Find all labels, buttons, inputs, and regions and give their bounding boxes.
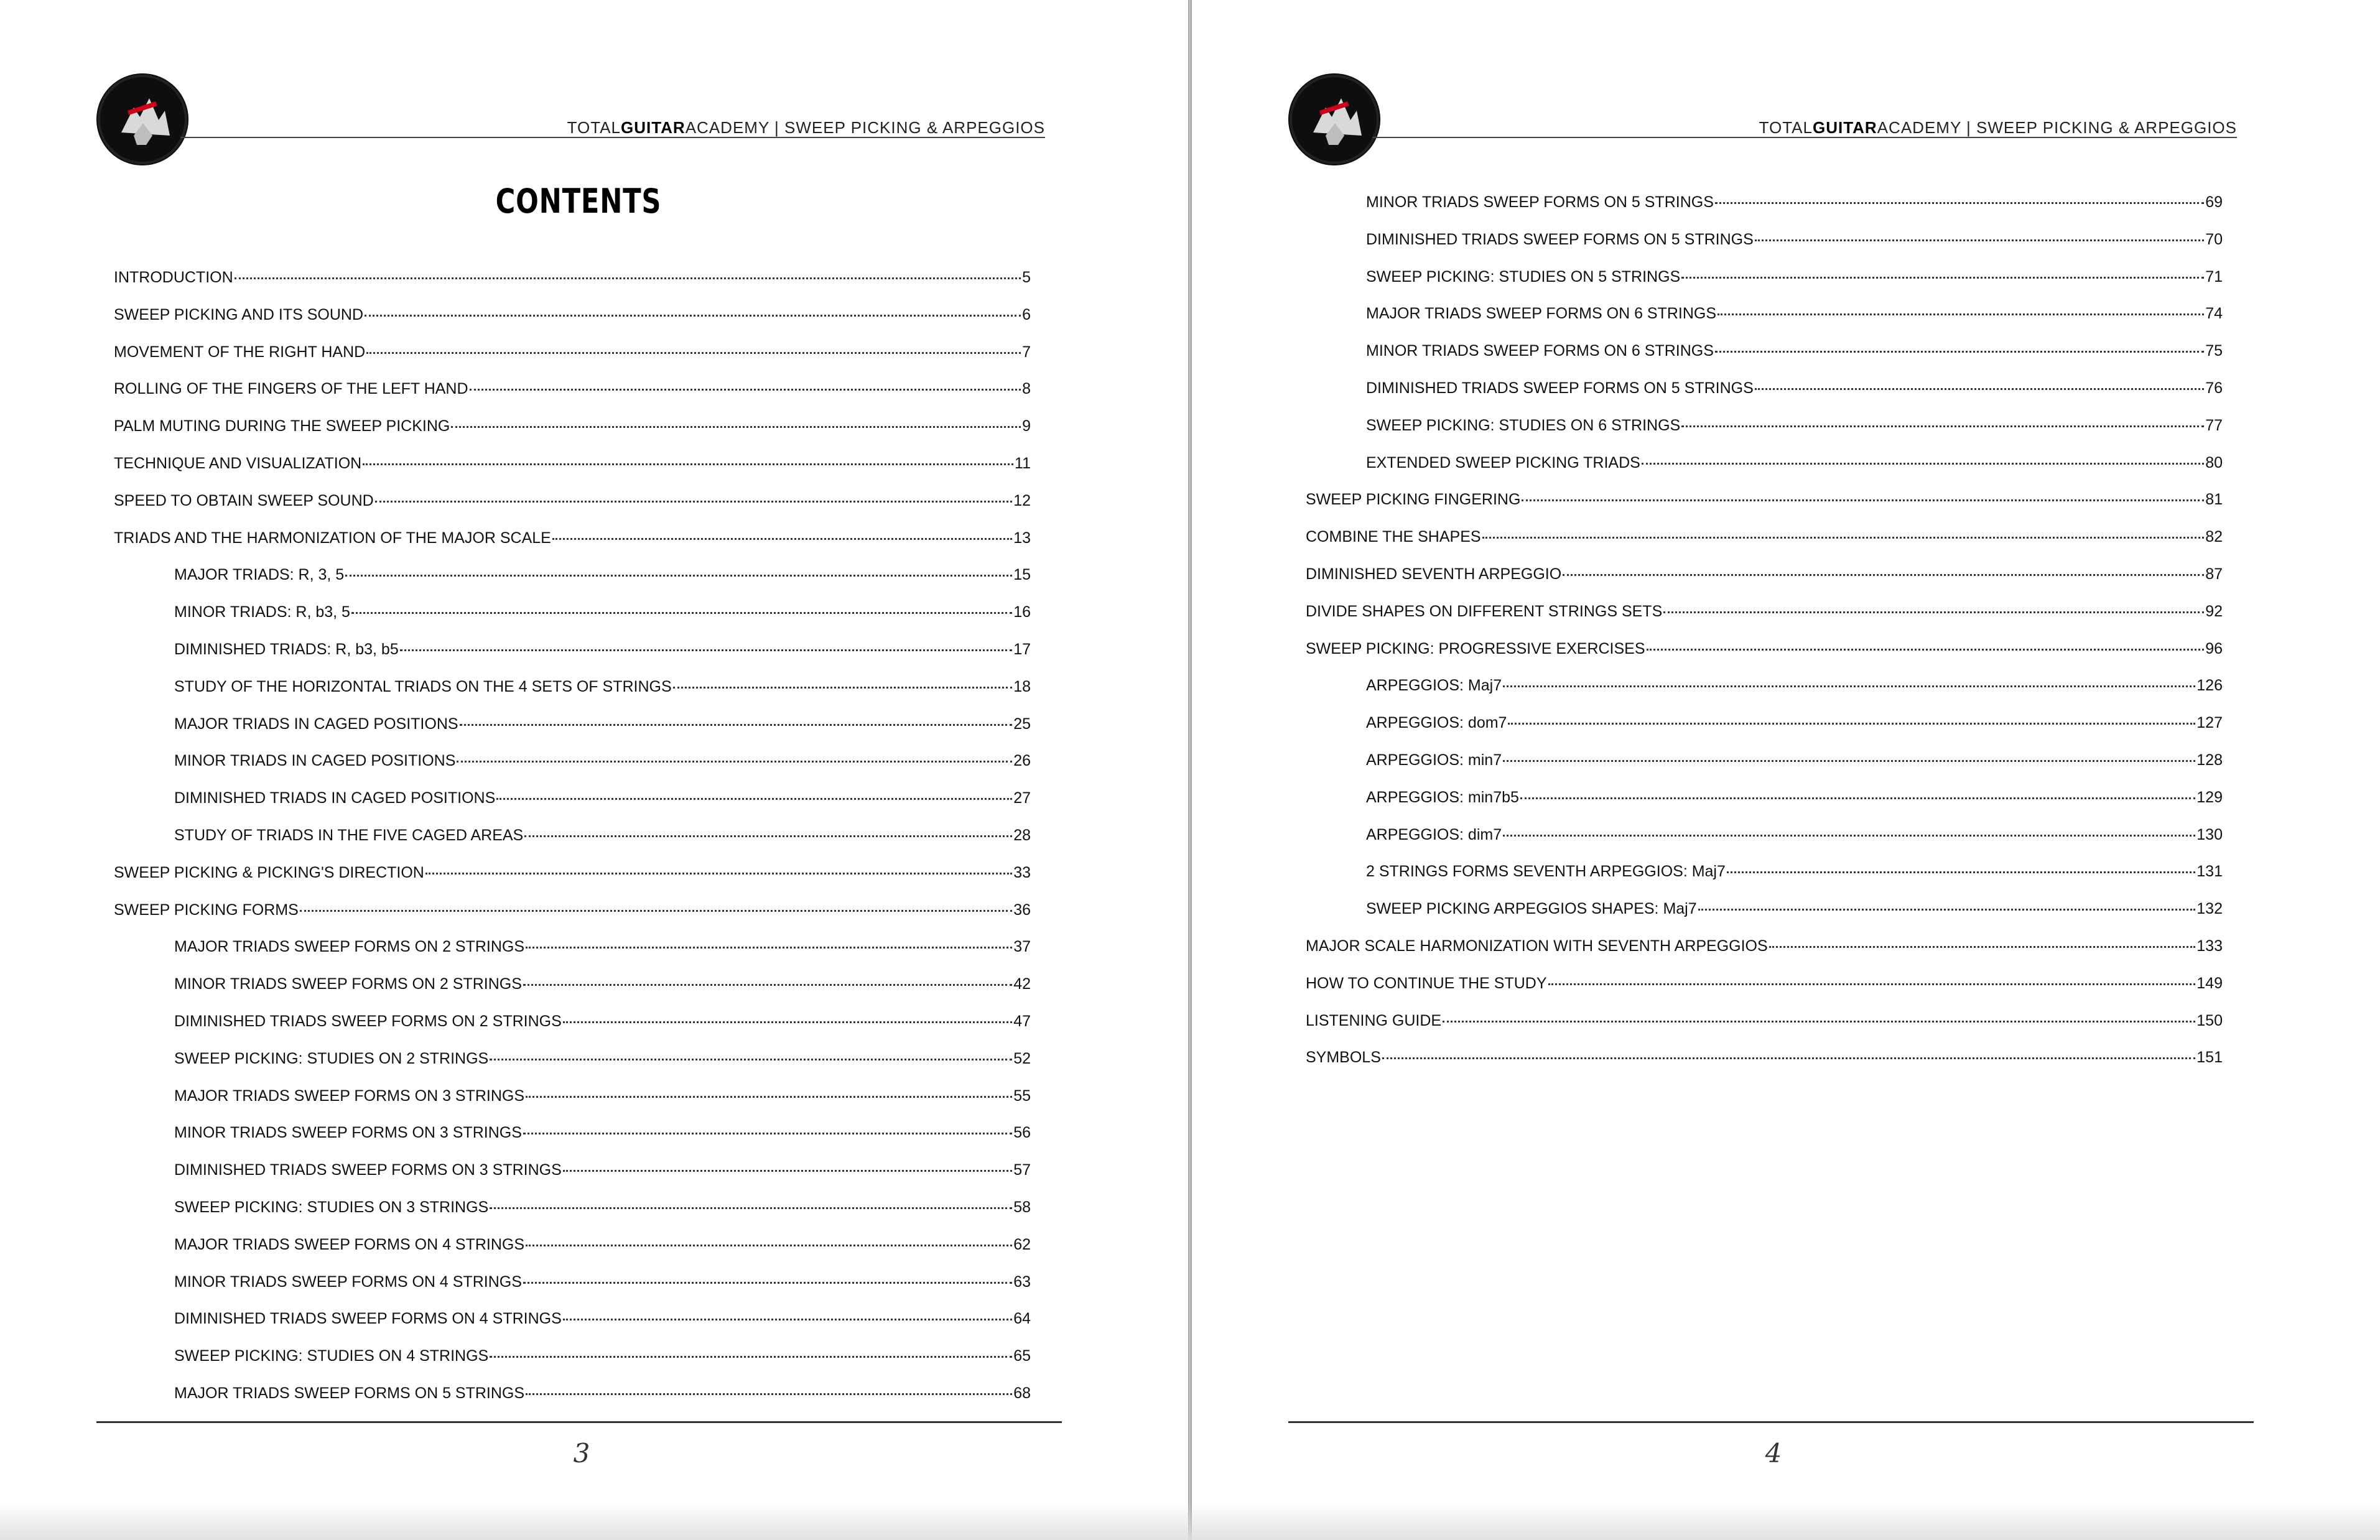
toc-entry[interactable]	[1306, 521, 2223, 546]
toc-entry-page: 87	[2205, 565, 2223, 583]
toc-dot-leader	[1698, 890, 2196, 911]
toc-entry-title: MINOR TRIADS SWEEP FORMS ON 5 STRINGS	[1366, 193, 1714, 211]
toc-entry-title: SPEED TO OBTAIN SWEEP SOUND	[114, 491, 374, 509]
toc-dot-leader	[1520, 779, 2195, 799]
toc-dot-leader	[1503, 816, 2195, 837]
toc-entry-title: TECHNIQUE AND VISUALIZATION	[114, 455, 362, 472]
toc-entry-title: TRIADS AND THE HARMONIZATION OF THE MAJOR SCALE	[114, 529, 551, 547]
page-number: 3	[573, 1438, 590, 1468]
toc-entry[interactable]	[1366, 261, 2223, 286]
footer-rule	[1288, 1421, 2254, 1423]
toc-entry-page: 129	[2196, 788, 2223, 806]
toc-entry[interactable]	[174, 1266, 1031, 1291]
toc-entry-title: SWEEP PICKING: STUDIES ON 3 STRINGS	[174, 1199, 489, 1216]
toc-entry-title: ROLLING OF THE FINGERS OF THE LEFT HAND	[114, 380, 468, 398]
toc-entry-page: 131	[2196, 863, 2223, 881]
toc-dot-leader	[1382, 1039, 2195, 1059]
toc-entry[interactable]	[114, 857, 1031, 882]
toc-entry-title: MAJOR TRIADS SWEEP FORMS ON 4 STRINGS	[174, 1235, 525, 1253]
toc-entry-title: SWEEP PICKING & PICKING'S DIRECTION	[114, 863, 424, 881]
toc-dot-leader	[457, 742, 1012, 763]
toc-entry-title: MAJOR SCALE HARMONIZATION WITH SEVENTH ARPEGGIOS	[1306, 937, 1768, 955]
toc-entry[interactable]	[1306, 559, 2223, 583]
toc-entry-title: MAJOR TRIADS: R, 3, 5	[174, 566, 345, 584]
toc-entry-page: 18	[1013, 677, 1031, 695]
brand-suffix: ACADEMY	[1877, 118, 1961, 137]
toc-entry-page: 33	[1013, 863, 1031, 881]
toc-entry-page: 47	[1013, 1013, 1031, 1030]
toc-entry-title: DIMINISHED TRIADS SWEEP FORMS ON 4 STRINGS	[174, 1310, 562, 1328]
toc-entry-title: HOW TO CONTINUE THE STUDY	[1306, 974, 1547, 992]
toc-entry[interactable]	[1366, 224, 2223, 249]
toc-entry-title: DIVIDE SHAPES ON DIFFERENT STRINGS SETS	[1306, 602, 1663, 620]
page-number: 4	[1765, 1438, 1782, 1468]
toc-entry[interactable]	[1306, 968, 2223, 993]
toc-entry-title: SWEEP PICKING ARPEGGIOS SHAPES: Maj7	[1366, 900, 1697, 918]
toc-entry-title: MINOR TRIADS IN CAGED POSITIONS	[174, 752, 456, 770]
toc-entry-page: 27	[1013, 789, 1031, 807]
toc-entry-title: MAJOR TRIADS SWEEP FORMS ON 6 STRINGS	[1366, 305, 1717, 323]
toc-entry[interactable]	[174, 596, 1031, 621]
toc-entry[interactable]	[174, 1192, 1031, 1217]
toc-dot-leader	[552, 519, 1012, 540]
toc-dot-leader	[526, 1077, 1012, 1098]
toc-entry-page: 63	[1013, 1273, 1031, 1291]
toc-entry[interactable]	[174, 1229, 1031, 1254]
toc-entry[interactable]	[1306, 1042, 2223, 1067]
toc-entry[interactable]	[174, 1080, 1031, 1105]
toc-entry-page: 74	[2205, 305, 2223, 323]
bottom-shadow	[0, 1503, 2380, 1540]
toc-entry-page: 15	[1013, 566, 1031, 584]
toc-entry[interactable]	[174, 1006, 1031, 1031]
toc-dot-leader	[351, 593, 1012, 614]
page-right	[1192, 0, 2380, 1540]
toc-entry-page: 56	[1013, 1124, 1031, 1142]
toc-entry-page: 42	[1013, 975, 1031, 993]
toc-entry-page: 77	[2205, 416, 2223, 434]
toc-dot-leader	[1681, 407, 2204, 427]
toc-entry-page: 68	[1013, 1385, 1031, 1402]
toc-dot-leader	[523, 1263, 1012, 1284]
toc-entry-page: 69	[2205, 193, 2223, 211]
toc-entry[interactable]	[114, 411, 1031, 435]
header-separator: |	[1961, 118, 1977, 137]
toc-entry-page: 36	[1013, 901, 1031, 919]
footer-rule	[96, 1421, 1062, 1423]
toc-entry[interactable]	[114, 522, 1031, 547]
toc-entry-page: 62	[1013, 1235, 1031, 1253]
toc-dot-leader	[451, 407, 1021, 428]
toc-entry-page: 13	[1013, 529, 1031, 547]
toc-entry-title: SYMBOLS	[1306, 1049, 1381, 1067]
header-separator: |	[769, 118, 785, 137]
toc-dot-leader	[563, 1003, 1012, 1023]
toc-dot-leader	[363, 445, 1013, 465]
toc-dot-leader	[425, 854, 1012, 874]
toc-dot-leader	[1563, 555, 2204, 576]
toc-entry[interactable]	[1366, 744, 2223, 769]
toc-entry[interactable]	[114, 299, 1031, 324]
toc-entry[interactable]	[114, 262, 1031, 287]
toc-dot-leader	[365, 296, 1021, 317]
toc-dot-leader	[1503, 741, 2195, 762]
toc-dot-leader	[1508, 704, 2195, 725]
toc-entry[interactable]	[1366, 335, 2223, 360]
toc-dot-leader	[1522, 481, 2204, 501]
toc-dot-leader	[1718, 295, 2204, 315]
toc-dot-leader	[526, 1375, 1012, 1395]
toc-entry-page: 81	[2205, 491, 2223, 509]
toc-dot-leader	[300, 891, 1012, 912]
toc-entry[interactable]	[1306, 596, 2223, 621]
toc-left	[0, 0, 1188, 1540]
toc-entry-title: ARPEGGIOS: min7	[1366, 751, 1502, 769]
toc-entry-page: 17	[1013, 641, 1031, 658]
toc-entry-page: 28	[1013, 827, 1031, 844]
book-title: SWEEP PICKING & ARPEGGIOS	[784, 118, 1045, 137]
toc-entry-page: 128	[2196, 751, 2223, 769]
toc-entry-title: SWEEP PICKING: STUDIES ON 6 STRINGS	[1366, 416, 1681, 434]
toc-entry-page: 7	[1022, 343, 1031, 361]
toc-entry-title: LISTENING GUIDE	[1306, 1011, 1442, 1029]
toc-entry[interactable]	[174, 671, 1031, 696]
toc-entry-title: DIMINISHED TRIADS SWEEP FORMS ON 2 STRINGS	[174, 1013, 562, 1030]
toc-dot-leader	[526, 928, 1012, 949]
toc-entry[interactable]	[1366, 298, 2223, 323]
toc-entry-page: 9	[1022, 417, 1031, 435]
brand-bold: GUITAR	[620, 118, 686, 137]
toc-entry-title: ARPEGGIOS: Maj7	[1366, 677, 1502, 695]
toc-entry[interactable]	[174, 708, 1031, 733]
toc-entry-page: 16	[1013, 603, 1031, 621]
toc-entry[interactable]	[1366, 187, 2223, 211]
toc-entry[interactable]	[174, 1340, 1031, 1365]
toc-dot-leader	[1647, 630, 2205, 651]
toc-entry[interactable]	[1306, 930, 2223, 955]
toc-entry-title: SWEEP PICKING FORMS	[114, 901, 299, 919]
toc-right	[1192, 0, 2380, 1540]
toc-entry[interactable]	[114, 448, 1031, 473]
toc-entry-title: COMBINE THE SHAPES	[1306, 528, 1481, 546]
toc-entry-title: DIMINISHED TRIADS SWEEP FORMS ON 3 STRINGS	[174, 1161, 562, 1179]
toc-dot-leader	[524, 817, 1012, 837]
toc-dot-leader	[345, 556, 1012, 577]
toc-dot-leader	[1715, 183, 2204, 204]
toc-entry-page: 132	[2196, 900, 2223, 918]
toc-dot-leader	[523, 965, 1012, 986]
toc-dot-leader	[563, 1300, 1012, 1320]
page-left	[0, 0, 1188, 1540]
toc-entry-title: MOVEMENT OF THE RIGHT HAND	[114, 343, 366, 361]
book-title: SWEEP PICKING & ARPEGGIOS	[1976, 118, 2237, 137]
toc-dot-leader	[1681, 258, 2204, 279]
toc-entry-title: DIMINISHED TRIADS: R, b3, b5	[174, 641, 399, 658]
toc-entry[interactable]	[174, 782, 1031, 807]
toc-entry[interactable]	[1306, 1005, 2223, 1030]
toc-entry-page: 26	[1013, 752, 1031, 770]
toc-entry-title: MINOR TRIADS SWEEP FORMS ON 2 STRINGS	[174, 975, 522, 993]
brand-suffix: ACADEMY	[685, 118, 769, 137]
toc-entry[interactable]	[114, 373, 1031, 398]
toc-dot-leader	[1642, 444, 2204, 465]
toc-entry-page: 96	[2205, 639, 2223, 657]
toc-entry-page: 127	[2196, 714, 2223, 732]
toc-entry-title: SWEEP PICKING: STUDIES ON 2 STRINGS	[174, 1049, 489, 1067]
toc-entry-title: MINOR TRIADS: R, b3, 5	[174, 603, 350, 621]
toc-entry-page: 55	[1013, 1087, 1031, 1105]
toc-entry-title: STUDY OF TRIADS IN THE FIVE CAGED AREAS	[174, 827, 524, 844]
toc-dot-leader	[1482, 518, 2205, 539]
toc-entry-page: 5	[1022, 269, 1031, 286]
toc-entry-page: 126	[2196, 677, 2223, 695]
toc-dot-leader	[1663, 593, 2204, 613]
toc-entry-title: SWEEP PICKING: PROGRESSIVE EXERCISES	[1306, 639, 1645, 657]
toc-entry[interactable]	[1366, 856, 2223, 881]
brand-bold: GUITAR	[1812, 118, 1877, 137]
toc-entry-page: 8	[1022, 380, 1031, 398]
toc-entry[interactable]	[174, 1117, 1031, 1142]
toc-entry[interactable]	[174, 820, 1031, 845]
toc-entry[interactable]	[1306, 484, 2223, 509]
toc-entry-title: SWEEP PICKING: STUDIES ON 5 STRINGS	[1366, 267, 1681, 285]
toc-dot-leader	[400, 631, 1012, 651]
toc-entry-page: 65	[1013, 1347, 1031, 1365]
toc-dot-leader	[1503, 667, 2195, 687]
toc-entry-title: STUDY OF THE HORIZONTAL TRIADS ON THE 4 SETS OF STRINGS	[174, 677, 672, 695]
toc-dot-leader	[470, 370, 1021, 391]
toc-entry-title: ARPEGGIOS: min7b5	[1366, 788, 1519, 806]
toc-entry-page: 71	[2205, 267, 2223, 285]
toc-dot-leader	[490, 1189, 1012, 1209]
toc-entry[interactable]	[1366, 447, 2223, 472]
toc-entry[interactable]	[1366, 707, 2223, 732]
toc-dot-leader	[366, 333, 1021, 354]
toc-entry-title: DIMINISHED TRIADS SWEEP FORMS ON 5 STRINGS	[1366, 379, 1754, 397]
toc-entry-title: DIMINISHED SEVENTH ARPEGGIO	[1306, 565, 1562, 583]
toc-entry-page: 12	[1013, 491, 1031, 509]
toc-entry-title: DIMINISHED TRIADS IN CAGED POSITIONS	[174, 789, 496, 807]
toc-entry-page: 52	[1013, 1049, 1031, 1067]
toc-entry-title: DIMINISHED TRIADS SWEEP FORMS ON 5 STRINGS	[1366, 230, 1754, 248]
toc-entry-page: 70	[2205, 230, 2223, 248]
toc-entry-title: MINOR TRIADS SWEEP FORMS ON 4 STRINGS	[174, 1273, 522, 1291]
toc-dot-leader	[490, 1337, 1012, 1358]
toc-dot-leader	[490, 1040, 1012, 1060]
toc-entry[interactable]	[1366, 782, 2223, 807]
toc-dot-leader	[1443, 1002, 2195, 1023]
toc-entry[interactable]	[174, 745, 1031, 770]
toc-entry-title: SWEEP PICKING: STUDIES ON 4 STRINGS	[174, 1347, 489, 1365]
toc-entry-title: ARPEGGIOS: dim7	[1366, 825, 1502, 843]
toc-dot-leader	[375, 482, 1012, 503]
toc-entry[interactable]	[174, 968, 1031, 993]
toc-entry-title: MAJOR TRIADS SWEEP FORMS ON 5 STRINGS	[174, 1385, 525, 1402]
toc-entry-page: 150	[2196, 1011, 2223, 1029]
toc-entry-page: 133	[2196, 937, 2223, 955]
toc-dot-leader	[1548, 965, 2196, 985]
toc-entry-title: MINOR TRIADS SWEEP FORMS ON 6 STRINGS	[1366, 342, 1714, 360]
toc-entry-title: MAJOR TRIADS IN CAGED POSITIONS	[174, 715, 458, 733]
toc-entry-page: 6	[1022, 305, 1031, 323]
toc-dot-leader	[1769, 927, 2196, 948]
toc-entry-title: MAJOR TRIADS SWEEP FORMS ON 2 STRINGS	[174, 938, 525, 956]
toc-entry[interactable]	[1366, 410, 2223, 435]
brand-prefix: TOTAL	[567, 118, 621, 137]
toc-entry-title: 2 STRINGS FORMS SEVENTH ARPEGGIOS: Maj7	[1366, 863, 1726, 881]
toc-entry-page: 37	[1013, 938, 1031, 956]
toc-entry[interactable]	[1366, 819, 2223, 844]
toc-entry-page: 80	[2205, 453, 2223, 471]
toc-entry-title: SWEEP PICKING AND ITS SOUND	[114, 305, 364, 323]
toc-entry[interactable]	[114, 894, 1031, 919]
toc-entry-page: 25	[1013, 715, 1031, 733]
toc-dot-leader	[235, 259, 1021, 279]
toc-entry[interactable]	[114, 336, 1031, 361]
toc-entry-page: 57	[1013, 1161, 1031, 1179]
toc-dot-leader	[563, 1151, 1012, 1172]
toc-entry-title: EXTENDED SWEEP PICKING TRIADS	[1366, 453, 1640, 471]
toc-entry[interactable]	[174, 1378, 1031, 1403]
toc-dot-leader	[1755, 221, 2204, 241]
toc-entry-title: INTRODUCTION	[114, 269, 233, 286]
toc-entry[interactable]	[174, 1043, 1031, 1068]
toc-dot-leader	[1755, 369, 2204, 390]
brand-prefix: TOTAL	[1759, 118, 1813, 137]
toc-entry-page: 11	[1015, 455, 1031, 472]
toc-entry[interactable]	[1366, 670, 2223, 695]
toc-entry[interactable]	[174, 634, 1031, 659]
toc-entry-title: MINOR TRIADS SWEEP FORMS ON 3 STRINGS	[174, 1124, 522, 1142]
toc-entry[interactable]	[174, 1154, 1031, 1179]
toc-entry[interactable]	[1366, 893, 2223, 918]
toc-entry[interactable]	[174, 559, 1031, 584]
toc-dot-leader	[673, 668, 1013, 689]
contents-title: CONTENTS	[495, 182, 662, 221]
toc-entry-page: 149	[2196, 974, 2223, 992]
toc-entry[interactable]	[114, 485, 1031, 510]
toc-dot-leader	[496, 779, 1012, 800]
toc-dot-leader	[523, 1114, 1012, 1134]
toc-entry-title: MAJOR TRIADS SWEEP FORMS ON 3 STRINGS	[174, 1087, 525, 1105]
toc-entry-page: 75	[2205, 342, 2223, 360]
toc-entry-page: 76	[2205, 379, 2223, 397]
toc-entry[interactable]	[1366, 373, 2223, 397]
toc-entry-page: 58	[1013, 1199, 1031, 1216]
toc-entry[interactable]	[1306, 633, 2223, 658]
toc-entry-title: ARPEGGIOS: dom7	[1366, 714, 1507, 732]
toc-entry[interactable]	[174, 1303, 1031, 1328]
toc-dot-leader	[460, 705, 1013, 726]
toc-entry-title: SWEEP PICKING FINGERING	[1306, 491, 1521, 509]
toc-entry-page: 82	[2205, 528, 2223, 546]
toc-entry-page: 92	[2205, 602, 2223, 620]
toc-dot-leader	[1727, 853, 2195, 873]
toc-entry[interactable]	[174, 931, 1031, 956]
toc-entry-page: 151	[2196, 1049, 2223, 1067]
toc-dot-leader	[1715, 332, 2204, 353]
toc-dot-leader	[526, 1226, 1012, 1246]
toc-entry-page: 64	[1013, 1310, 1031, 1328]
toc-entry-page: 130	[2196, 825, 2223, 843]
toc-entry-title: PALM MUTING DURING THE SWEEP PICKING	[114, 417, 450, 435]
